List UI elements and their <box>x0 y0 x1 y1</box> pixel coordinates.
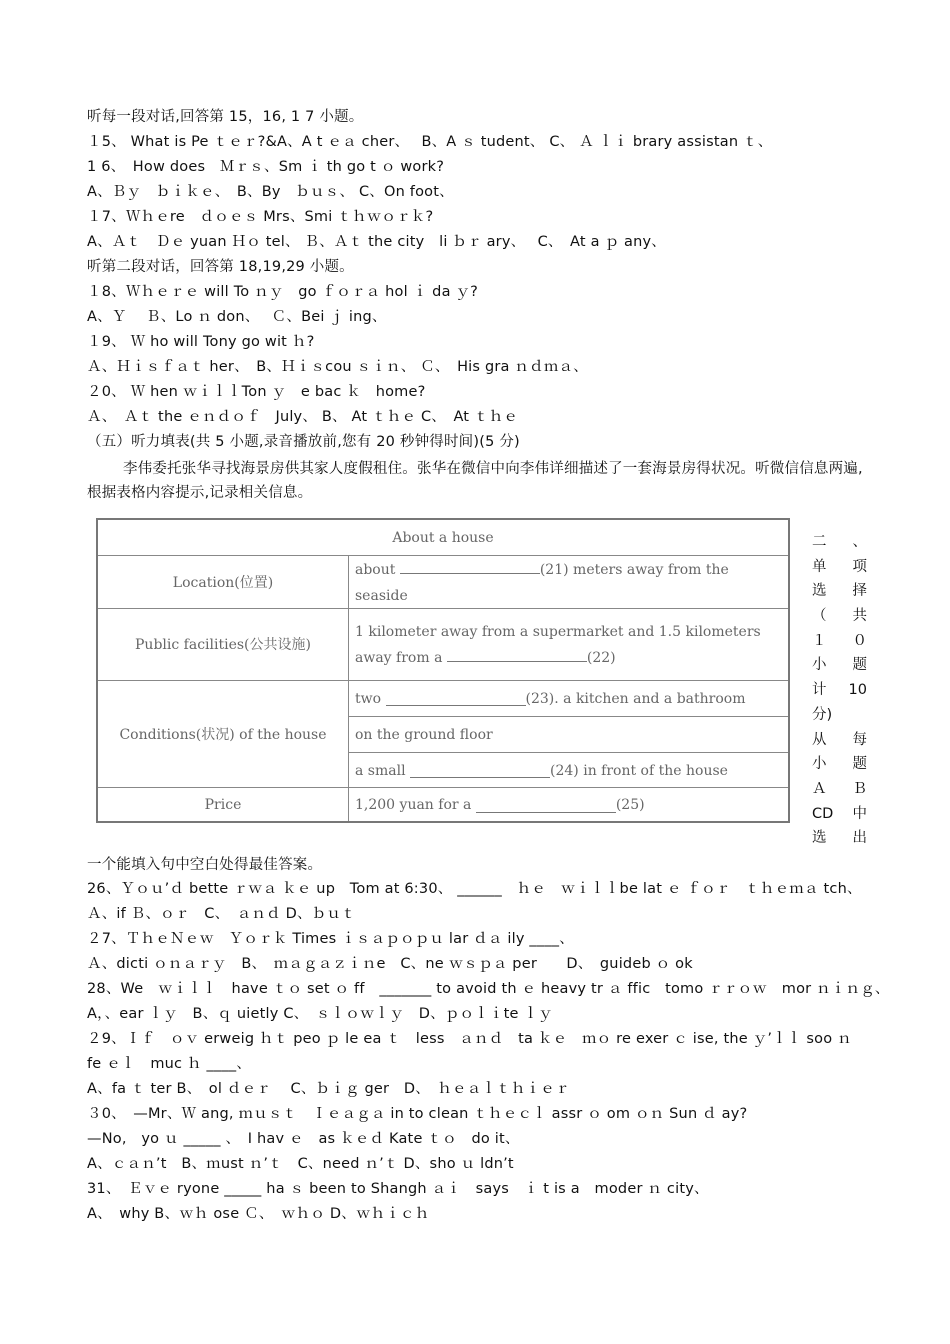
side-line: 选 出 <box>812 830 867 847</box>
conditions-text-3: a small <box>355 762 406 779</box>
question-28: 28、We ｗｉｌｌ have ｔｏ set ｏ ff _______ to avoid th ｅ heavy tr ａ ffic tomo ｒｒｏｗ mor ｎｉｎｇ、 <box>87 981 890 997</box>
side-line: 单 项 <box>812 558 867 575</box>
table-row-facilities <box>98 608 788 681</box>
blank-23[interactable] <box>386 691 526 706</box>
question-17-options: A、Ａｔ Ｄｅ yuan Ｈｏ tel、 Ｂ、Ａｔ the city li ｂｒ ary、 C、 At a ｐ any、 <box>87 234 666 250</box>
location-label: Location(位置) <box>172 574 274 591</box>
conditions-text-1-after: . a kitchen and a bathroom <box>554 690 746 707</box>
listening-instruction-1: 听每一段对话,回答第 15，16, 1 7 小题。 <box>87 109 364 125</box>
side-line: 二 、 <box>812 534 867 550</box>
question-16: 1 6、 How does Ｍｒｓ、Sm ｉ th go t ｏ work? <box>87 159 445 175</box>
conditions-text-2: on the ground floor <box>355 726 493 743</box>
table-row-location <box>98 555 788 609</box>
question-15: １5、 What is Pe ｔｅｒ?&A、A t ｅａ cher、 B、A ｓ tudent、 C、 Ａ ｌｉ brary assistan ｔ、 <box>87 134 773 150</box>
question-27-options: Ａ、dicti ｏｎａｒｙ B、 ｍａｇａｚｉｎe C、ne ｗｓｐａ per D、 guideb ｏ ok <box>87 956 693 972</box>
blank-24-number: (24) <box>550 762 579 779</box>
question-29-cont: fe ｅｌ muc ｈ ____、 <box>87 1056 252 1072</box>
location-text-after: meters away from the <box>573 561 729 578</box>
question-30-cont: —No, yo ｕ _____ 、 I hav ｅ as ｋｅｄ Kate ｔｏ do it、 <box>87 1131 520 1147</box>
conditions-label: Conditions(状况) of the house <box>119 726 327 743</box>
blank-25[interactable] <box>476 798 616 813</box>
conditions-text-3-after: in front of the house <box>583 762 728 779</box>
side-line: １ ０ <box>812 632 867 649</box>
location-text-cont: seaside <box>355 587 408 604</box>
house-info-table <box>96 518 790 823</box>
question-26: 26、Ｙｏｕ’ｄ bette ｒｗａ ｋｅ up Tom at 6:30、 ______ ｈｅ ｗｉｌｌbe lat ｅ ｆｏｒ ｔｈｅｍａ tch、 <box>87 881 862 897</box>
question-18-options: A、Ｙ Ｂ、Lo ｎ don、 Ｃ、Bei ｊ ing、 <box>87 309 387 325</box>
facilities-label: Public facilities(公共设施) <box>135 637 311 653</box>
section-5-description: 李伟委托张华寻找海景房供其家人度假租住。张华在微信中向李伟详细描述了一套海景房得状况。听微信信息两遍,根据表格内容提示,记录相关信息。 <box>87 461 863 501</box>
blank-22-number: (22) <box>586 650 616 666</box>
question-31-options: A、 why B、ｗｈ ose Ｃ、 ｗｈｏ D、ｗｈｉｃｈ <box>87 1206 430 1222</box>
question-19: １9、 Ｗ ho will Tony go wit ｈ? <box>87 334 315 350</box>
question-28-options: A，、ear ｌｙ B、ｑ uietly C、 ｓｌｏｗｌｙ D、ｐｏｌｉte ｌｙ <box>87 1006 553 1022</box>
question-30: ３0、 —Mr、Ｗ ang, ｍｕｓｔ Ｉｅａｇａ in to clean ｔｈｅｃｌ assr ｏ om ｏｎ Sun ｄ ay? <box>87 1106 748 1122</box>
price-label: Price <box>204 797 242 813</box>
blank-25-number: (25) <box>615 797 645 813</box>
question-18: １8、Ｗｈｅｒｅ will To ｎｙ go ｆｏｒａ hol ｉ da ｙ? <box>87 284 479 300</box>
blank-21-number: (21) <box>539 561 569 578</box>
section-5-heading: （五）听力填表(共 5 小题,录音播放前,您有 20 秒钟得时间)(5 分) <box>87 434 520 450</box>
side-line: Ａ Ｂ <box>812 780 867 797</box>
blank-21[interactable] <box>400 559 540 574</box>
question-27: ２7、ＴｈｅＮｅｗ Ｙｏｒｋ Times ｉｓａｐｏｐｕ lar ｄａ ily ____、 <box>87 931 574 947</box>
listening-instruction-2: 听第二段对话，回答第 18,19,29 小题。 <box>87 259 354 275</box>
blank-23-number: (23) <box>525 690 555 707</box>
facilities-line-1: 1 kilometer away from a supermarket and 1.5 kilometers <box>355 624 761 640</box>
table-row-price <box>98 787 788 824</box>
question-17: １7、Ｗｈｅre ｄｏｅｓ Mrs、Smi ｔｈｗｏｒｋ? <box>87 209 434 225</box>
question-31: 31、 Ｅｖｅ ryone _____ ha ｓ been to Shangh ａｉ says ｉ t is a moder ｎ city、 <box>87 1181 709 1197</box>
conditions-text-1: two <box>355 690 382 707</box>
side-line: （ 共 <box>812 608 867 625</box>
table-row-conditions <box>98 680 788 788</box>
side-line: 从 每 <box>812 731 867 748</box>
side-line: 小 题 <box>812 756 867 773</box>
side-line: 分) <box>812 706 833 723</box>
table-title: About a house <box>392 529 494 546</box>
blank-22[interactable] <box>447 647 587 662</box>
side-line: 小 题 <box>812 657 867 674</box>
question-30-options: A、ｃａｎ’t B、ｍust ｎ’ｔ C、need ｎ’ｔ D、sho ｕ ldn’t <box>87 1156 514 1172</box>
question-20-options: Ａ、 Ａｔ the ｅｎｄｏｆ July、 B、 At ｔｈｅ C、 At ｔｈｅ <box>87 409 519 425</box>
facilities-text-before: away from a <box>355 650 443 666</box>
price-text-before: 1,200 yuan for a <box>355 797 472 813</box>
side-line: 选 择 <box>812 583 867 600</box>
section-2-side-heading <box>812 530 867 851</box>
blank-24[interactable] <box>410 763 550 778</box>
question-29-options: A、fa ｔ ter B、 ol ｄｅｒ C、ｂｉｇ ger D、 ｈｅａｌｔｈｉｅｒ <box>87 1081 570 1097</box>
question-19-options: Ａ、Ｈｉｓｆａｔ her、 B、Ｈｉｓcou ｓｉｎ、 Ｃ、 His gra ｎｄｍａ、 <box>87 359 588 375</box>
side-line: 计 10 <box>812 682 867 699</box>
question-16-options: A、Ｂｙ ｂｉｋｅ、 B、By ｂｕｓ、 C、On foot、 <box>87 184 454 200</box>
side-line: CD 中 <box>812 805 867 822</box>
question-26-options: Ａ、if Ｂ、ｏｒ C、 ａｎｄ D、ｂｕｔ <box>87 906 356 922</box>
question-29: ２9、Ｉｆ ｏｖ erweig ｈｔ peo ｐ le ea ｔ less ａｎｄ ta ｋｅ ｍｏ re exer ｃ ise, the ｙ’ｌｌ soo ｎ <box>87 1031 852 1047</box>
section-2-heading-continued: 一个能填入句中空白处得最佳答案。 <box>87 857 323 873</box>
question-20: ２0、 Ｗ hen ｗｉｌｌTon ｙ e bac ｋ home? <box>87 384 426 400</box>
location-text-before: about <box>355 561 396 578</box>
